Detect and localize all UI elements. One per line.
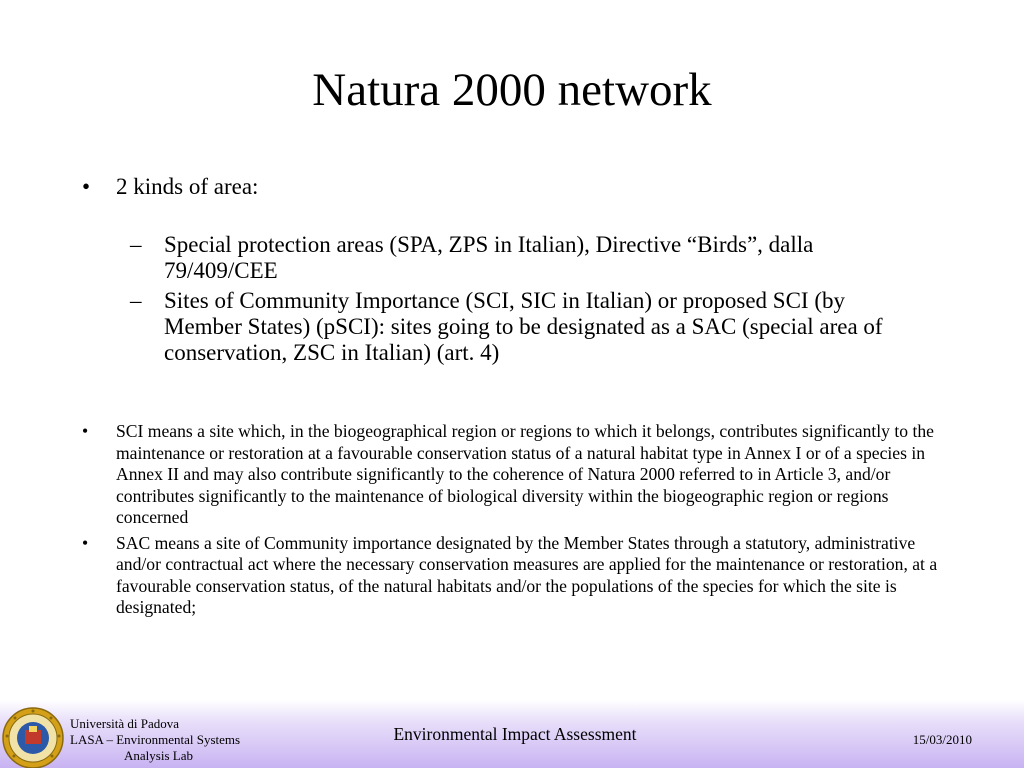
sub-bullet-text: Sites of Community Importance (SCI, SIC in Italian) or proposed SCI (by Member States) (pSCI): sites going to be designated as a SAC (special area of conservation, ZSC in Italian) (art. 4) [164,288,883,365]
sub-bullet-item-spa [82,232,904,284]
main-bullet-list [82,174,952,370]
definition-text: SAC means a site of Community importance designated by the Member States through a statutory, administrative and/or contractual act where the necessary conservation measures are applied for the maintenance or restoration, at a favourable conservation status, of the natural habitats and/or the populations of the species for which the site is designated; [116,532,938,617]
sub-bullet-text: Special protection areas (SPA, ZPS in Italian), Directive “Birds”, dalla 79/409/CEE [164,232,814,283]
definition-text: SCI means a site which, in the biogeographical region or regions to which it belongs, contributes significantly to the maintenance or restoration at a favourable conservation status of a natural habitat type in Annex I or of a species in Annex II and may also contribute significantly to the coherence of Natura 2000 referred to in Article 3, and/or contributes significantly to the maintenance of biological diversity within the biogeographic region or regions concerned [116,421,934,527]
main-bullet-item [82,174,952,200]
course-title: Environmental Impact Assessment [393,724,637,744]
main-bullet-text: 2 kinds of area: [116,174,259,199]
definition-item-sci [82,421,944,529]
bullet-dot-icon: • [82,174,91,199]
sub-bullet-item-sci [82,288,904,366]
slide-date: 15/03/2010 [912,732,972,747]
definition-list [82,421,944,623]
dash-bullet-icon: – [130,232,142,257]
institution-name: Università di Padova [70,716,180,731]
lab-name-continued: Analysis Lab [124,748,193,763]
bullet-dot-icon: • [82,421,89,441]
slide-title: Natura 2000 network [312,64,712,116]
definition-item-sac [82,533,944,619]
bullet-dot-icon: • [82,532,89,553]
sub-bullet-list [82,232,952,366]
lab-name: LASA – Environmental Systems [70,732,241,747]
dash-bullet-icon: – [130,288,142,313]
